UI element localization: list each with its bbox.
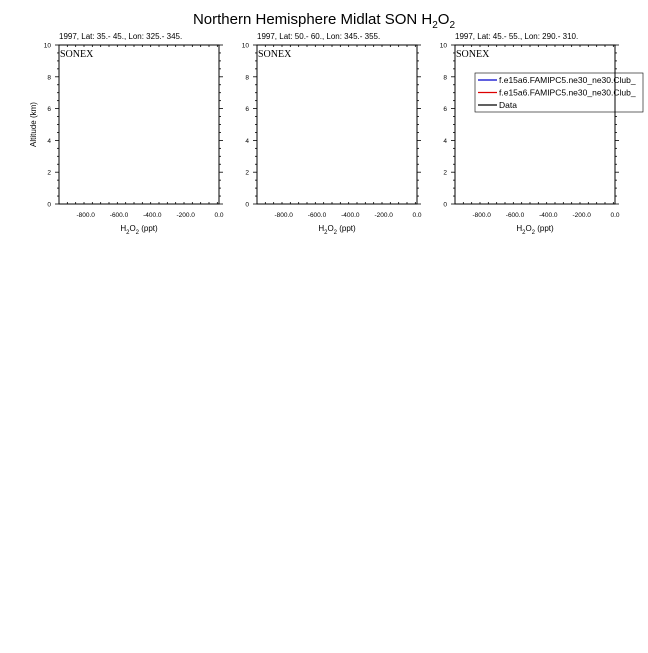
x-tick-label: 0.0 [412, 212, 422, 219]
legend [475, 73, 643, 112]
x-axis-label-mid: O [327, 224, 334, 233]
x-axis-label-mid: O [525, 224, 532, 233]
plot-frame [59, 45, 219, 204]
y-tick-label: 6 [47, 106, 51, 114]
chart-panel-2 [242, 32, 422, 236]
campaign-label: SONEX [60, 49, 94, 60]
y-tick-label: 0 [443, 201, 447, 209]
x-axis-label-sub: 2 [531, 230, 536, 236]
y-tick-label: 4 [443, 137, 447, 145]
x-axis-label-sub: 2 [324, 230, 328, 236]
x-tick-label: -800.0 [274, 212, 293, 219]
y-tick-label: 4 [47, 137, 51, 145]
campaign-label: SONEX [258, 49, 292, 60]
panel-title: 1997, Lat: 35.- 45., Lon: 325.- 345. [59, 32, 183, 41]
chart-panel-1 [29, 32, 224, 236]
x-tick-label: -800.0 [76, 212, 95, 219]
x-tick-label: -600.0 [505, 212, 525, 219]
x-axis-label-sub: 2 [126, 230, 130, 236]
y-tick-label: 2 [245, 169, 249, 177]
legend-entry: f.e15a6.FAMIPC5.ne30_ne30.Club_ [499, 87, 636, 98]
y-tick-label: 0 [245, 201, 249, 209]
x-tick-label: 0.0 [214, 212, 224, 219]
plot-frame [257, 45, 417, 204]
x-tick-label: -400.0 [341, 212, 360, 219]
legend-entry: Data [499, 100, 517, 110]
legend-entry: f.e15a6.FAMIPC5.ne30_ne30.Club_ [499, 75, 636, 85]
campaign-label: SONEX [456, 49, 490, 60]
x-tick-label: -400.0 [143, 212, 162, 219]
x-tick-label: 0.0 [610, 212, 620, 219]
x-axis-label-mid: O [129, 224, 136, 233]
chart-panel-3 [440, 32, 643, 236]
panel-title: 1997, Lat: 45.- 55., Lon: 290.- 310. [455, 32, 579, 41]
x-tick-label: -600.0 [109, 212, 129, 219]
x-axis-label-sub: 2 [522, 230, 526, 236]
x-axis-label-unit: (ppt) [139, 224, 158, 233]
y-tick-label: 2 [443, 169, 447, 177]
panel-title: 1997, Lat: 50.- 60., Lon: 345.- 355. [257, 32, 381, 41]
x-tick-label: -600.0 [307, 212, 327, 219]
y-tick-label: 8 [245, 74, 249, 82]
y-tick-label: 0 [47, 201, 51, 209]
y-tick-label: 8 [443, 74, 447, 82]
x-tick-label: -200.0 [176, 212, 195, 219]
y-tick-label: 2 [47, 169, 51, 177]
y-tick-label: 10 [241, 42, 249, 50]
plot-frame [455, 45, 615, 204]
x-tick-label: -200.0 [572, 212, 591, 219]
y-tick-label: 10 [439, 42, 447, 50]
x-tick-label: -800.0 [472, 212, 491, 219]
x-axis-label [516, 224, 554, 236]
x-tick-label: -200.0 [374, 212, 393, 219]
y-tick-label: 10 [43, 42, 51, 50]
x-axis-label-sub: 2 [135, 230, 140, 236]
x-axis-label-main: H [120, 224, 127, 233]
x-tick-label: -400.0 [539, 212, 558, 219]
y-tick-label: 6 [443, 106, 447, 114]
y-tick-label: 8 [47, 74, 51, 82]
x-axis-label-main: H [318, 224, 325, 233]
x-axis-label-main: H [516, 224, 523, 233]
x-axis-label [318, 224, 356, 236]
x-axis-label-unit: (ppt) [337, 224, 356, 233]
y-axis-label: Altitude (km) [29, 102, 38, 147]
x-axis-label-unit: (ppt) [535, 224, 554, 233]
figure-title: Northern Hemisphere Midlat SON $H_2O_2$ [192, 11, 456, 31]
x-axis-label-sub: 2 [333, 230, 338, 236]
y-tick-label: 6 [245, 106, 249, 114]
x-axis-label [120, 224, 158, 236]
y-tick-label: 4 [245, 137, 249, 145]
